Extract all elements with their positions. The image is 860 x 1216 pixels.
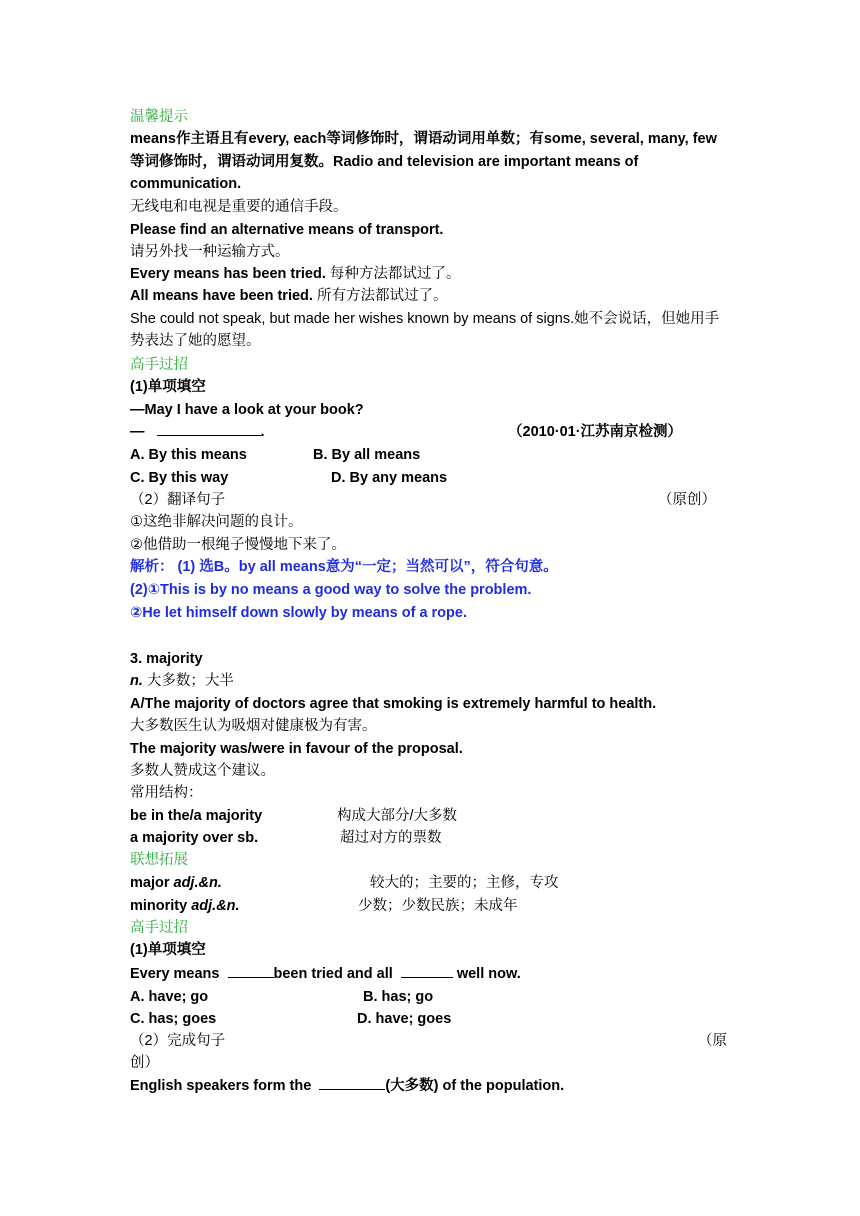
practice-1-q1-title: (1)单项填空 xyxy=(130,379,206,395)
example-5: She could not speak, but made her wishes known by means of signs.她不会说话，但她用手势表达了她的愿望。 xyxy=(130,311,720,349)
practice-1-options-row-1 xyxy=(130,444,730,466)
structure-1 xyxy=(130,805,730,827)
option-a: A. have; go xyxy=(130,989,209,1005)
option-d: D. have; goes xyxy=(357,1011,452,1027)
practice-1-q2-sentence-1: ①这绝非解决问题的良计。 xyxy=(130,514,303,530)
answer-analysis-line-3: ②He let himself down slowly by means of a rope. xyxy=(130,605,467,621)
practice-1-options-row-2 xyxy=(130,467,730,489)
extension-1-translation: 较大的；主要的；主修，专攻 xyxy=(370,875,559,891)
practice-2-q2-sentence: English speakers form the (大多数) of the population. xyxy=(130,1075,564,1097)
structure-1-english: be in the/a majority xyxy=(130,808,263,824)
word-3-pos: n. xyxy=(130,673,143,689)
extension-1 xyxy=(130,872,730,894)
structure-1-translation: 构成大部分/大多数 xyxy=(337,808,458,824)
practice-1-q1-source: （2010·01·江苏南京检测） xyxy=(508,424,683,440)
option-b: B. By all means xyxy=(313,447,421,463)
practice-1-q2-source: （原创） xyxy=(658,492,716,508)
practice-2-q2-title: （2）完成句子 xyxy=(130,1033,226,1049)
dash: — xyxy=(130,424,145,440)
period: . xyxy=(260,424,265,440)
answer-blank[interactable] xyxy=(157,421,261,436)
example-3-translation: 每种方法都试过了。 xyxy=(329,266,461,282)
example-4-translation: 所有方法都试过了。 xyxy=(316,288,448,304)
example-3 xyxy=(130,263,460,285)
practice-2-q2-source: （原 xyxy=(698,1033,727,1049)
extension-1-term: major adj.&n. xyxy=(130,875,222,891)
option-d: D. By any means xyxy=(331,470,448,486)
example-4 xyxy=(130,285,447,307)
word-3-example-2-translation: 多数人赞成这个建议。 xyxy=(130,763,275,779)
word-3-example-1-translation: 大多数医生认为吸烟对健康极为有害。 xyxy=(130,718,377,734)
answer-analysis-line-2: (2)①This is by no means a good way to solve the problem. xyxy=(130,582,532,598)
example-2-translation: 请另外找一种运输方式。 xyxy=(130,244,290,260)
structure-2-english: a majority over sb. xyxy=(130,830,259,846)
word-3-title: 3. majority xyxy=(130,651,203,667)
practice-1-q2-title: （2）翻译句子 xyxy=(130,492,226,508)
extension-2-translation: 少数；少数民族；未成年 xyxy=(358,898,518,914)
word-3-meaning: 大多数；大半 xyxy=(146,673,234,689)
structures-heading: 常用结构： xyxy=(130,785,203,801)
option-a: A. By this means xyxy=(130,447,247,463)
practice-2-q1-stem: Every means been tried and all well now. xyxy=(130,963,521,985)
option-c: C. has; goes xyxy=(130,1011,217,1027)
example-2-english: Please find an alternative means of transport. xyxy=(130,222,444,238)
practice-2-q1-title: (1)单项填空 xyxy=(130,942,206,958)
tip-paragraph: means作主语且有every, each等词修饰时，谓语动词用单数；有some, several, many, few等词修饰时，谓语动词用复数。Radio and television are important means of communication. xyxy=(130,131,717,192)
example-3-english: Every means has been tried. xyxy=(130,266,326,282)
practice-2-q2-line xyxy=(130,1030,730,1052)
practice-2-options-row-1 xyxy=(130,986,730,1008)
extension-heading: 联想拓展 xyxy=(130,852,188,868)
option-b: B. has; go xyxy=(363,989,434,1005)
word-3-example-2-english: The majority was/were in favour of the proposal. xyxy=(130,741,463,757)
structure-2 xyxy=(130,827,730,849)
extension-2 xyxy=(130,895,730,917)
practice-1-q1-stem: —May I have a look at your book? xyxy=(130,402,364,418)
practice-1-q2-sentence-2: ②他借助一根绳子慢慢地下来了。 xyxy=(130,537,346,553)
practice-1-heading: 高手过招 xyxy=(130,357,188,373)
word-3-definition xyxy=(130,670,234,692)
answer-blank[interactable] xyxy=(319,1075,385,1090)
word-3-example-1-english: A/The majority of doctors agree that smoking is extremely harmful to health. xyxy=(130,696,657,712)
structure-2-translation: 超过对方的票数 xyxy=(340,830,442,846)
answer-blank-2[interactable] xyxy=(401,963,453,978)
option-c: C. By this way xyxy=(130,470,229,486)
answer-blank-1[interactable] xyxy=(228,963,274,978)
practice-2-options-row-2 xyxy=(130,1008,730,1030)
example-1-translation: 无线电和电视是重要的通信手段。 xyxy=(130,199,348,215)
practice-2-q2-source-cont: 创） xyxy=(130,1055,159,1071)
practice-2-heading: 高手过招 xyxy=(130,920,188,936)
example-4-english: All means have been tried. xyxy=(130,288,313,304)
practice-1-q1-answer-line xyxy=(130,421,730,443)
answer-analysis-line-1: 解析： (1) 选B。by all means意为“一定；当然可以”，符合句意。 xyxy=(130,559,558,575)
extension-2-term: minority adj.&n. xyxy=(130,898,240,914)
tip-heading: 温馨提示 xyxy=(130,109,188,125)
practice-1-q2-line xyxy=(130,489,730,511)
